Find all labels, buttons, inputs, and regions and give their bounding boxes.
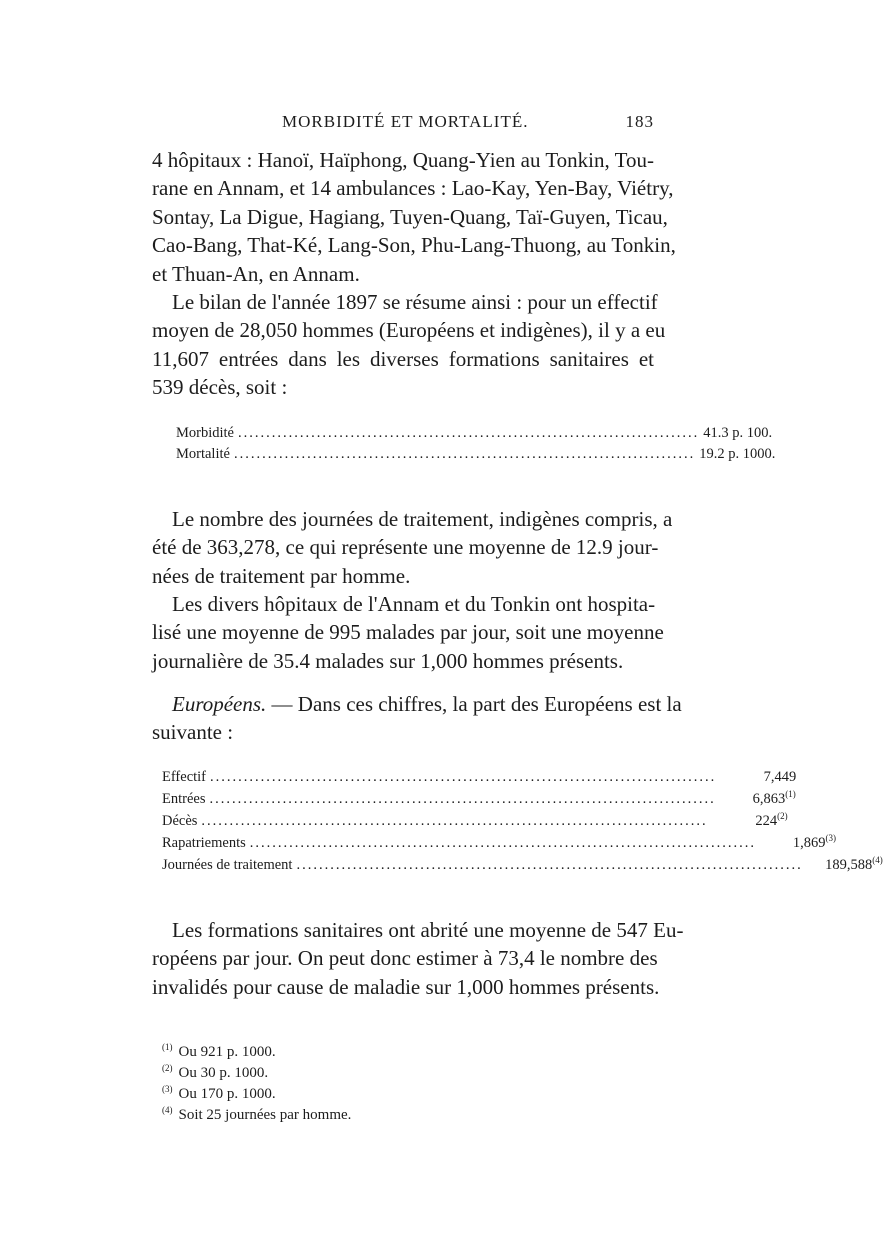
rates-table: [176, 423, 776, 465]
text-line: 539 décès, soit :: [152, 375, 288, 400]
footnote-mark: (3): [162, 1084, 173, 1094]
text-line: 11,607 entrées dans les diverses formations sanitaires et: [152, 346, 654, 371]
text-line: journalière de 35.4 malades sur 1,000 hommes présents.: [152, 648, 624, 673]
section-lead: Européens.: [172, 692, 267, 716]
text-line: ropéens par jour. On peut donc estimer à 73,4 le nombre des: [152, 946, 658, 971]
text-line: Le bilan de l'année 1897 se résume ainsi : pour un effectif: [172, 290, 658, 314]
text-line: Les formations sanitaires ont abrité une moyenne de 547 Eu-: [172, 918, 684, 942]
europeans-value: [760, 832, 836, 854]
footnote-mark: (1): [162, 1042, 173, 1052]
leader-dots: ..........................................................................................: [249, 835, 757, 851]
leader-dots: ..................................................................................: [238, 425, 700, 441]
text-line: Sontay, La Digue, Hagiang, Tuyen-Quang, Taï-Guyen, Ticau,: [152, 204, 668, 229]
europeans-label: Décès: [162, 813, 198, 829]
footnote: [162, 1105, 562, 1126]
footnote-ref: (1): [785, 789, 796, 800]
europeans-label: Entrées: [162, 791, 206, 807]
europeans-row: [162, 766, 797, 788]
europeans-value: [720, 788, 796, 810]
europeans-row: [162, 810, 788, 832]
europeans-row: [162, 832, 837, 854]
europeans-label: Journées de traitement: [162, 857, 293, 873]
paragraph-hospitals: [152, 146, 676, 288]
text-line: moyen de 28,050 hommes (Européens et indigènes), il y a eu: [152, 318, 666, 343]
footnote-text: Ou 30 p. 1000.: [178, 1065, 269, 1081]
page-number: 183: [625, 112, 654, 131]
text-line: 4 hôpitaux : Hanoï, Haïphong, Quang-Yien au Tonkin, Tou-: [152, 148, 654, 172]
page-header: [152, 112, 654, 136]
rate-value: 41.3 p. 100.: [703, 425, 773, 441]
running-title: MORBIDITÉ ET MORTALITÉ.: [282, 112, 529, 131]
text-line: lisé une moyenne de 995 malades par jour, soit une moyenne: [152, 620, 664, 645]
footnote: [162, 1063, 562, 1084]
section-lead-rest: — Dans ces chiffres, la part des Européens est la: [266, 692, 682, 716]
footnote: [162, 1084, 562, 1105]
footnote-text: Soit 25 journées par homme.: [178, 1107, 352, 1123]
rate-label: Morbidité: [176, 425, 234, 441]
rates-row: [176, 444, 776, 465]
footnote-ref: (2): [777, 811, 788, 822]
text-line: été de 363,278, ce qui représente une moyenne de 12.9 jour-: [152, 535, 659, 560]
paragraph-formations: [152, 916, 684, 1001]
leader-dots: ..........................................................................................: [296, 857, 803, 873]
text-line: et Thuan-An, en Annam.: [152, 261, 360, 286]
text-line: invalidés pour cause de maladie sur 1,000 hommes présents.: [152, 974, 660, 999]
rate-label: Mortalité: [176, 446, 230, 462]
paragraph-europeens: [152, 690, 682, 747]
footnote: [162, 1042, 562, 1063]
rate-value: 19.2 p. 1000.: [699, 446, 776, 462]
leader-dots: ..........................................................................................: [201, 813, 708, 829]
text-line: rane en Annam, et 14 ambulances : Lao-Kay, Yen-Bay, Viétry,: [152, 176, 674, 201]
paragraph-journees: [152, 505, 673, 590]
footnote-mark: (2): [162, 1063, 173, 1073]
value-text: 189,588: [825, 857, 873, 873]
text-line: [152, 690, 682, 718]
europeans-label: Effectif: [162, 769, 207, 785]
paragraph-hopitaux: [152, 590, 664, 675]
value-text: 224: [755, 813, 778, 829]
value-text: 1,869: [792, 835, 826, 851]
europeans-table: [162, 766, 883, 876]
paragraph-bilan: [152, 288, 666, 402]
text-line: Les divers hôpitaux de l'Annam et du Tonkin ont hospita-: [172, 592, 656, 616]
europeans-row: [162, 854, 883, 876]
footnote-text: Ou 170 p. 1000.: [178, 1086, 276, 1102]
value-text: 7,449: [763, 769, 797, 785]
footnote-text: Ou 921 p. 1000.: [178, 1044, 276, 1060]
footnotes: [162, 1042, 562, 1126]
footnote-ref: (3): [825, 833, 837, 844]
text-line: nées de traitement par homme.: [152, 563, 411, 588]
leader-dots: ..................................................................................: [233, 446, 696, 462]
leader-dots: ..........................................................................................: [210, 769, 717, 785]
europeans-value: [712, 810, 788, 832]
footnote-mark: (4): [162, 1105, 173, 1115]
text-line: Cao-Bang, That-Ké, Lang-Son, Phu-Lang-Thuong, au Tonkin,: [152, 233, 676, 258]
europeans-value: [720, 766, 796, 788]
text-line: suivante :: [152, 720, 234, 745]
footnote-ref: (4): [872, 855, 883, 866]
rates-row: [176, 423, 773, 444]
text-line: Le nombre des journées de traitement, indigènes compris, a: [172, 507, 673, 531]
value-text: 6,863: [752, 791, 786, 807]
leader-dots: ..........................................................................................: [209, 791, 716, 807]
europeans-label: Rapatriements: [162, 835, 246, 851]
europeans-value: [807, 854, 883, 876]
europeans-row: [162, 788, 796, 810]
